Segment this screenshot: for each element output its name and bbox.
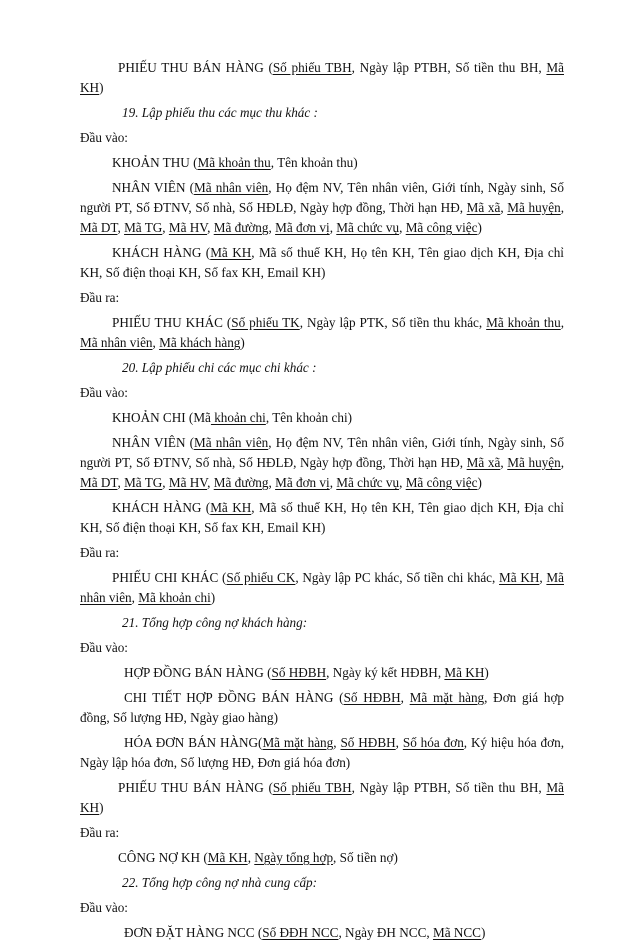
text-run: , Ngày lập PTBH, Số tiền thu BH, xyxy=(351,780,547,795)
io-label xyxy=(80,898,564,918)
section-heading xyxy=(80,358,564,378)
text-run: CHI TIẾT HỢP ĐỒNG BÁN HÀNG ( xyxy=(124,690,344,705)
text-run: ) xyxy=(240,335,245,350)
text-run: , xyxy=(207,475,214,490)
text-run: , xyxy=(539,570,547,585)
text-run: PHIẾU CHI KHÁC ( xyxy=(112,570,227,585)
io-label xyxy=(80,288,564,308)
io-label xyxy=(80,383,564,403)
text-run: , Họ đệm NV, Tên nhân viên, Giới tính, Ngày sinh, Số người PT, Số ĐTNV, Số nhà, Số HĐLĐ, Ngày hợp đồng, Thời hạn HĐ, xyxy=(80,435,564,470)
text-run: , xyxy=(131,590,139,605)
entity-definition xyxy=(80,58,564,98)
key-attribute: Mã DT xyxy=(80,220,118,235)
entity-definition xyxy=(80,408,564,428)
entity-definition xyxy=(80,498,564,538)
key-attribute: Mã TG xyxy=(124,475,163,490)
text-run: , xyxy=(162,475,169,490)
key-attribute: Mã KH xyxy=(210,245,252,260)
text-run: , xyxy=(247,850,255,865)
text-run: , xyxy=(560,455,565,470)
key-attribute: Mã KH xyxy=(444,665,485,680)
key-attribute: Mã đơn vị xyxy=(275,220,330,235)
section-heading xyxy=(80,873,564,893)
key-attribute: Số phiếu TBH xyxy=(272,780,352,795)
text-run: ) xyxy=(477,220,482,235)
text-run: , xyxy=(395,735,403,750)
key-attribute: Mã xã xyxy=(466,455,501,470)
key-attribute: Mã KH xyxy=(207,850,248,865)
entity-definition xyxy=(80,568,564,608)
text-run: , Mã số thuế KH, Họ tên KH, Tên giao dịch KH, Địa chỉ KH, Số điện thoại KH, Số fax KH, Email KH) xyxy=(80,245,564,280)
key-attribute: Mã mặt hàng xyxy=(409,690,485,705)
key-attribute: Số phiếu TK xyxy=(231,315,300,330)
text-run: , xyxy=(500,200,508,215)
text-run: HÓA ĐƠN BÁN HÀNG( xyxy=(124,735,263,750)
key-attribute: Mã HV xyxy=(168,220,208,235)
text-run: Đầu vào: xyxy=(80,385,128,400)
text-run: , Ngày lập PC khác, Số tiền chi khác, xyxy=(295,570,500,585)
text-run: , xyxy=(117,220,125,235)
text-run: KHÁCH HÀNG ( xyxy=(112,245,211,260)
text-run: ) xyxy=(99,800,104,815)
text-run: 22. Tổng hợp công nợ nhà cung cấp: xyxy=(122,875,318,890)
text-run: Đầu ra: xyxy=(80,545,120,560)
text-run: Đầu vào: xyxy=(80,900,128,915)
key-attribute: khoản chi xyxy=(210,410,266,425)
io-label xyxy=(80,128,564,148)
key-attribute: Số HĐBH xyxy=(271,665,327,680)
entity-definition xyxy=(80,733,564,773)
text-run: PHIẾU THU BÁN HÀNG ( xyxy=(118,60,273,75)
text-run: , xyxy=(162,220,169,235)
key-attribute: Mã nhân viên xyxy=(80,335,153,350)
text-run: Đầu ra: xyxy=(80,825,120,840)
key-attribute: Mã nhân viên xyxy=(80,570,564,605)
io-label xyxy=(80,823,564,843)
key-attribute: Mã khoản thu xyxy=(486,315,561,330)
text-run: KHOẢN THU ( xyxy=(112,155,198,170)
text-run: , Ngày lập PTK, Số tiền thu khác, xyxy=(299,315,487,330)
io-label xyxy=(80,638,564,658)
key-attribute: Mã KH xyxy=(499,570,540,585)
section-heading xyxy=(80,103,564,123)
key-attribute: Mã huyện xyxy=(507,455,561,470)
text-run: , Họ đệm NV, Tên nhân viên, Giới tính, Ngày sinh, Số người PT, Số ĐTNV, Số nhà, Số HĐLĐ, Ngày hợp đồng, Thời hạn HĐ, xyxy=(80,180,564,215)
key-attribute: Số HĐBH xyxy=(340,735,396,750)
text-run: ĐƠN ĐẶT HÀNG NCC ( xyxy=(124,925,263,940)
key-attribute: Mã KH xyxy=(210,500,252,515)
key-attribute: Mã KH xyxy=(80,780,564,815)
text-run: ) xyxy=(477,475,482,490)
key-attribute: Mã công việc xyxy=(405,475,478,490)
text-run: Đầu vào: xyxy=(80,640,128,655)
key-attribute: Mã khoản thu xyxy=(197,155,271,170)
key-attribute: Mã huyện xyxy=(507,200,561,215)
text-run: , xyxy=(268,475,276,490)
key-attribute: Mã HV xyxy=(168,475,208,490)
key-attribute: Mã nhân viên xyxy=(194,180,269,195)
entity-definition xyxy=(80,778,564,818)
text-run: , Ngày ký kết HĐBH, xyxy=(326,665,445,680)
text-run: , Ký hiệu hóa đơn, Ngày lập hóa đơn, Số lượng HĐ, Đơn giá hóa đơn) xyxy=(80,735,565,770)
key-attribute: Mã đường xyxy=(213,475,269,490)
section-heading xyxy=(80,613,564,633)
text-run: , xyxy=(152,335,160,350)
entity-definition xyxy=(80,923,564,943)
text-run: , xyxy=(329,220,337,235)
text-run: , Ngày lập PTBH, Số tiền thu BH, xyxy=(351,60,547,75)
text-run: , xyxy=(560,200,565,215)
key-attribute: Mã chức vụ xyxy=(336,220,400,235)
text-run: , Tên khoản chi) xyxy=(265,410,353,425)
key-attribute: Số hóa đơn xyxy=(402,735,464,750)
entity-definition xyxy=(80,688,564,728)
key-attribute: Mã đơn vị xyxy=(275,475,330,490)
text-run: , Đơn giá hợp đồng, Số lượng HĐ, Ngày giao hàng) xyxy=(80,690,565,725)
key-attribute: Mã mặt hàng xyxy=(262,735,334,750)
io-label xyxy=(80,543,564,563)
text-run: ) xyxy=(484,665,489,680)
entity-definition xyxy=(80,663,564,683)
text-run: , xyxy=(207,220,214,235)
text-run: Đầu vào: xyxy=(80,130,128,145)
text-run: 19. Lập phiếu thu các mục thu khác : xyxy=(122,105,318,120)
text-run: , xyxy=(268,220,276,235)
text-run: KHÁCH HÀNG ( xyxy=(112,500,211,515)
entity-definition xyxy=(80,848,564,868)
entity-definition xyxy=(80,153,564,173)
key-attribute: Mã khoản chi xyxy=(138,590,211,605)
key-attribute: Mã nhân viên xyxy=(194,435,269,450)
text-run: CÔNG NỢ KH ( xyxy=(118,850,208,865)
text-run: , Mã số thuế KH, Họ tên KH, Tên giao dịch KH, Địa chỉ KH, Số điện thoại KH, Số fax KH, Email KH) xyxy=(80,500,564,535)
text-run: , xyxy=(399,220,406,235)
document-page xyxy=(80,58,564,948)
key-attribute: Số ĐĐH NCC xyxy=(262,925,339,940)
text-run: , xyxy=(399,475,406,490)
text-run: , xyxy=(333,735,341,750)
text-run: , Ngày ĐH NCC, xyxy=(338,925,433,940)
text-run: NHÂN VIÊN ( xyxy=(112,435,195,450)
text-run: , Số tiền nợ) xyxy=(333,850,398,865)
key-attribute: Mã khách hàng xyxy=(159,335,241,350)
key-attribute: Số HĐBH xyxy=(343,690,401,705)
key-attribute: Mã KH xyxy=(80,60,564,95)
text-run: ) xyxy=(480,925,486,940)
key-attribute: Số phiếu CK xyxy=(226,570,296,585)
entity-definition xyxy=(80,178,564,238)
text-run: ) xyxy=(99,80,104,95)
entity-definition xyxy=(80,243,564,283)
key-attribute: Số phiếu TBH xyxy=(272,60,352,75)
text-run: HỢP ĐỒNG BÁN HÀNG ( xyxy=(124,665,272,680)
key-attribute: Mã xã xyxy=(466,200,501,215)
text-run: , xyxy=(117,475,125,490)
key-attribute: Mã công việc xyxy=(405,220,478,235)
key-attribute: Mã đường xyxy=(213,220,269,235)
text-run: , xyxy=(560,315,564,330)
key-attribute: Ngày tổng hợp xyxy=(254,850,334,865)
text-run: ) xyxy=(210,590,216,605)
entity-definition xyxy=(80,313,564,353)
text-run: Đầu ra: xyxy=(80,290,120,305)
key-attribute: Mã NCC xyxy=(432,925,481,940)
text-run: 21. Tổng hợp công nợ khách hàng: xyxy=(122,615,308,630)
text-run: , Tên khoản thu) xyxy=(270,155,358,170)
text-run: , xyxy=(400,690,410,705)
text-run: KHOẢN CHI (Mã xyxy=(112,410,211,425)
text-run: , xyxy=(500,455,508,470)
text-run: PHIẾU THU KHÁC ( xyxy=(112,315,232,330)
text-run: 20. Lập phiếu chi các mục chi khác : xyxy=(122,360,317,375)
key-attribute: Mã DT xyxy=(80,475,118,490)
key-attribute: Mã chức vụ xyxy=(336,475,400,490)
entity-definition xyxy=(80,433,564,493)
text-run: , xyxy=(329,475,337,490)
text-run: PHIẾU THU BÁN HÀNG ( xyxy=(118,780,273,795)
key-attribute: Mã TG xyxy=(124,220,163,235)
text-run: NHÂN VIÊN ( xyxy=(112,180,195,195)
